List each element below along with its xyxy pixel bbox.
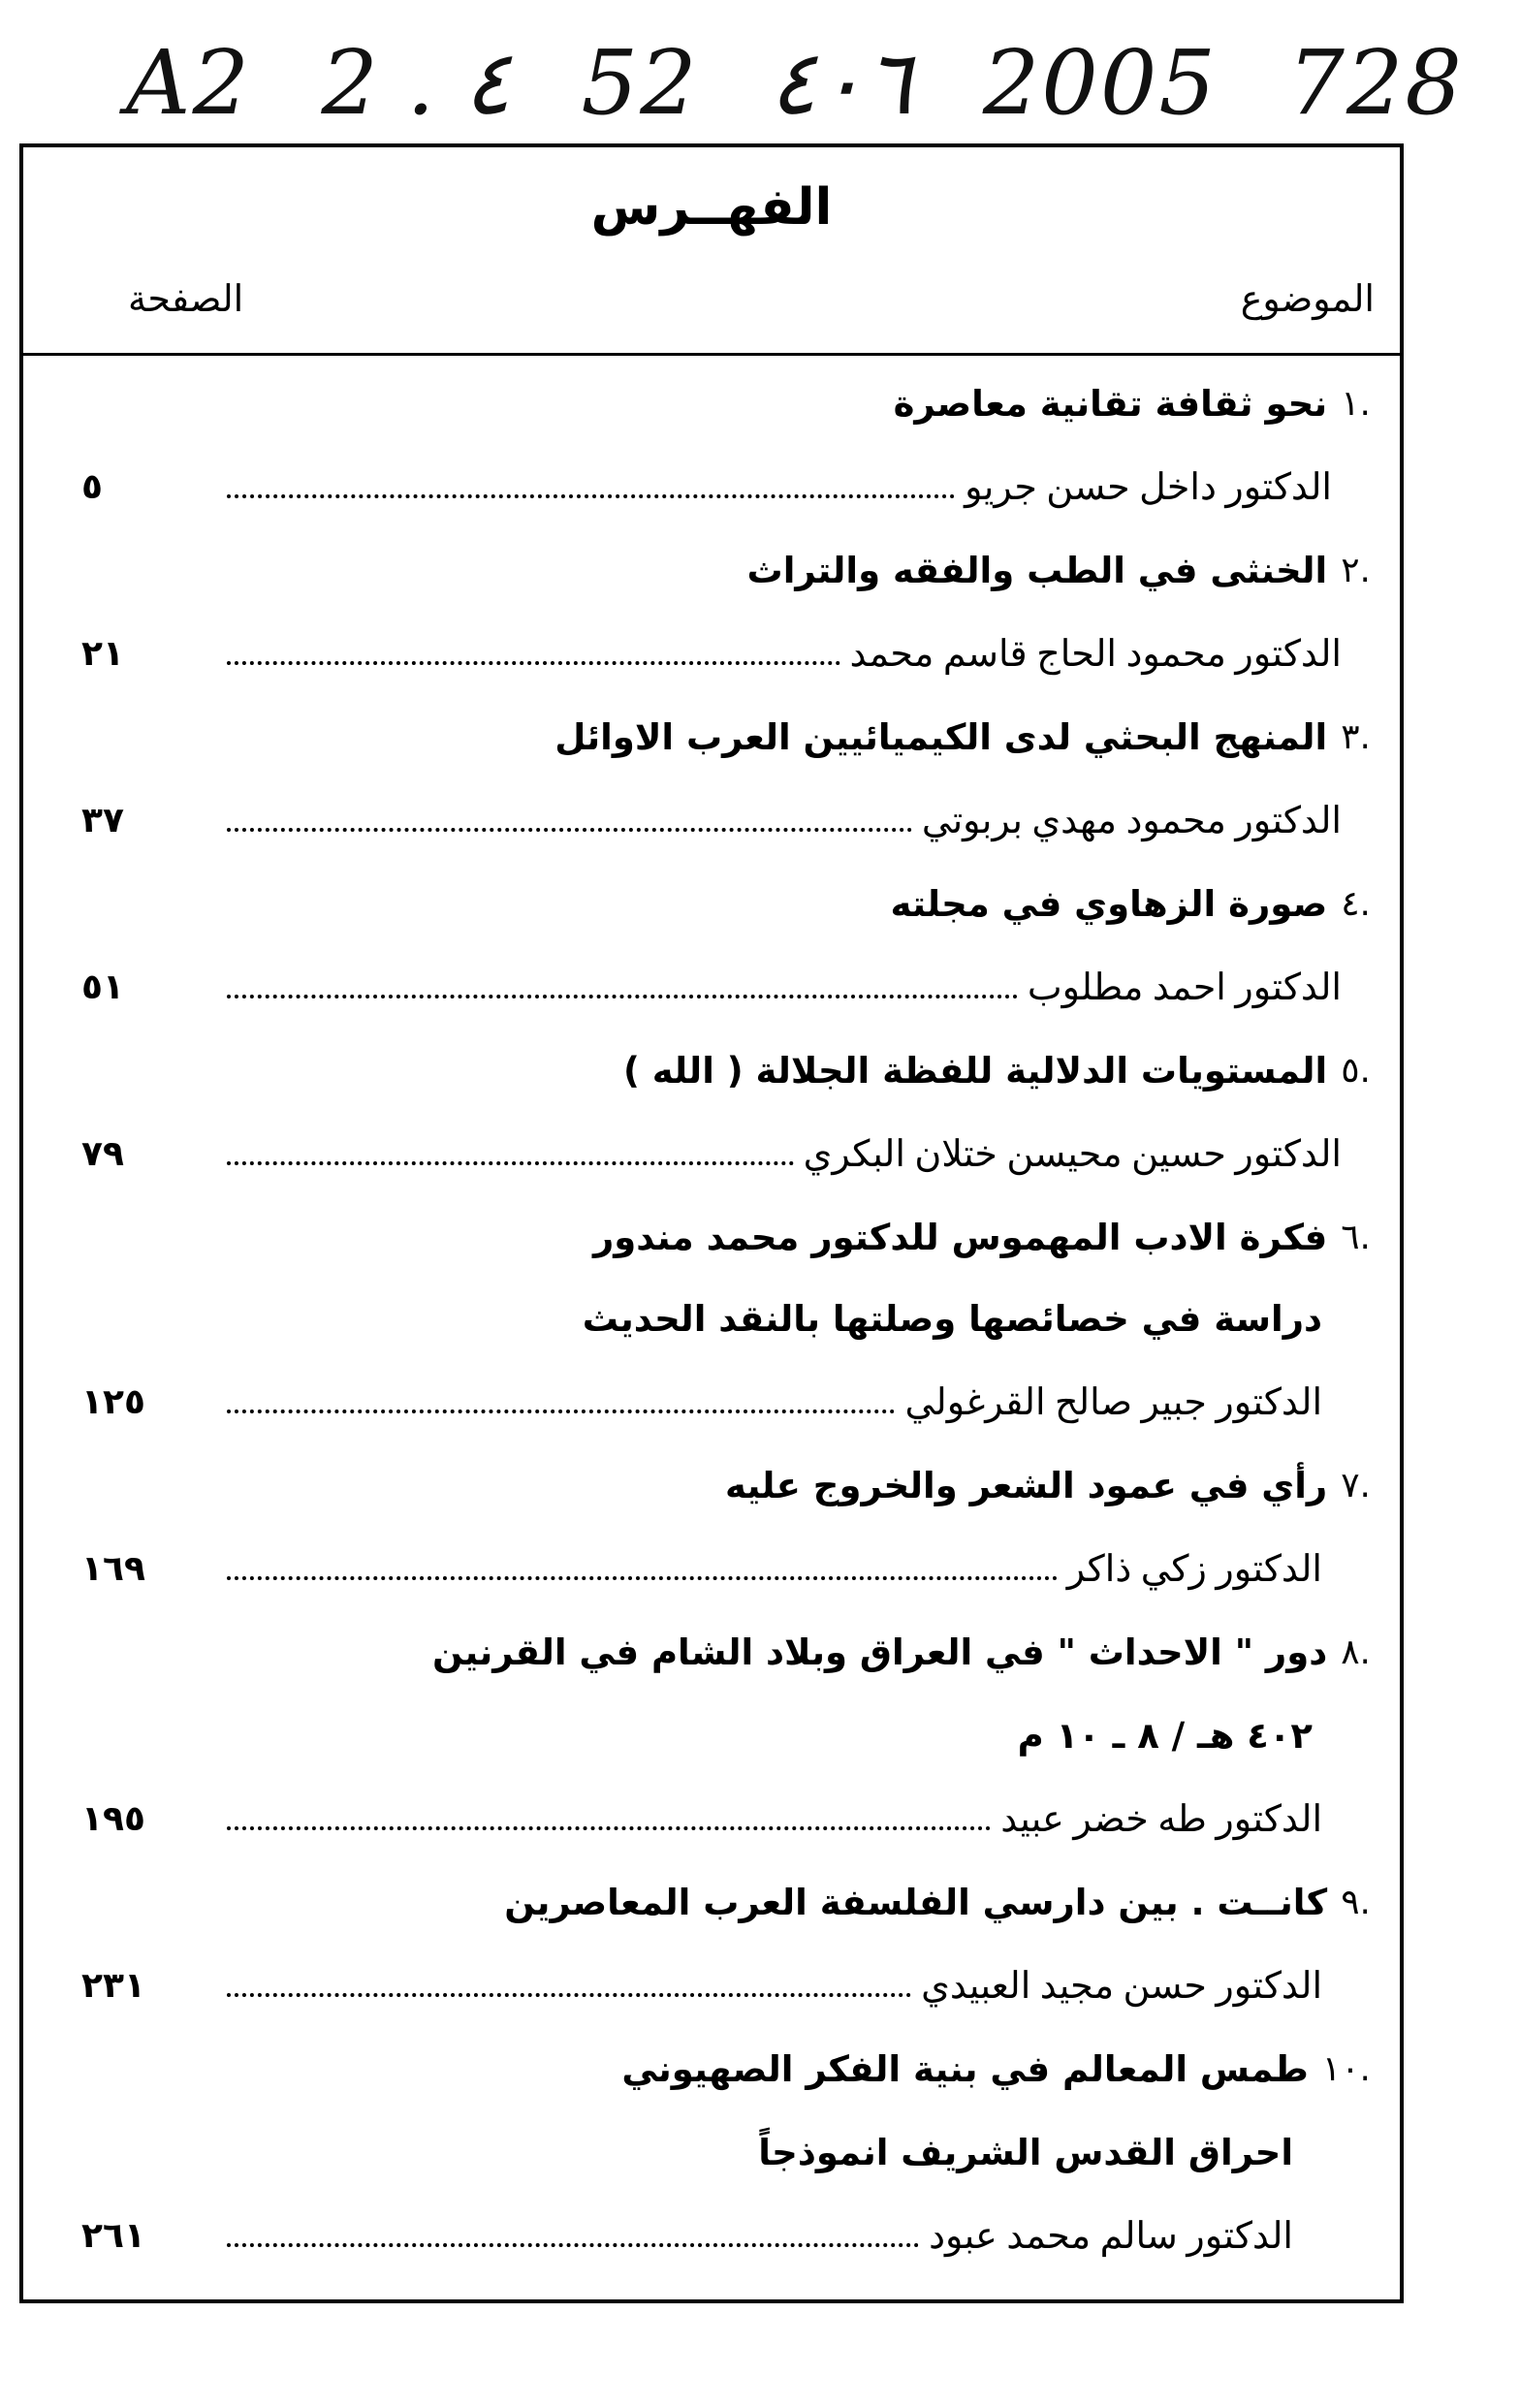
entry-page: ٢٦١ xyxy=(81,2215,145,2256)
entry-subtitle: ٤٠٢ هـ / ٨ ـ ١٠ م xyxy=(1017,1714,1313,1757)
toc-header xyxy=(23,147,1400,356)
entry-title-line xyxy=(81,364,1371,442)
entry-page: ٥١ xyxy=(81,966,124,1007)
entry-title-line xyxy=(81,1198,1371,1276)
entry-author: الدكتور احمد مطلوب xyxy=(1027,966,1342,1008)
handwritten-note xyxy=(126,19,1464,145)
entry-author-line xyxy=(81,1947,1371,2024)
entry-number: ١. xyxy=(1341,383,1371,424)
handwritten-note-part: 728 xyxy=(1287,30,1464,135)
entry-title-line xyxy=(81,1446,1371,1524)
leader-dots xyxy=(227,642,840,665)
entry-title: فكرة الادب المهموس للدكتور محمد مندور xyxy=(593,1216,1328,1258)
entry-number: ٦. xyxy=(1341,1217,1371,1257)
page-column-header: الصفحة xyxy=(128,279,244,320)
entry-author: الدكتور حسن مجيد العبيدي xyxy=(921,1965,1322,2007)
entry-author: الدكتور محمود الحاج قاسم محمد xyxy=(849,633,1342,675)
entry-title-line xyxy=(81,1031,1371,1109)
entry-subtitle-line xyxy=(81,1280,1371,1357)
entry-page: ١٩٥ xyxy=(81,1798,145,1839)
leader-dots xyxy=(227,1390,895,1413)
entry-author: الدكتور داخل حسن جريو xyxy=(965,466,1332,508)
entry-author: الدكتور محمود مهدي بربوتي xyxy=(921,800,1342,841)
entry-title: المنهج البحثي لدى الكيميائيين العرب الاوائل xyxy=(554,715,1328,758)
entry-title: دور " الاحداث " في العراق وبلاد الشام في القرنين xyxy=(432,1631,1328,1673)
entry-number: ٢. xyxy=(1341,550,1371,590)
leader-dots xyxy=(227,475,955,498)
entry-author: الدكتور حسين محيسن ختلان البكري xyxy=(803,1133,1342,1175)
entry-author: الدكتور طه خضر عبيد xyxy=(1000,1798,1322,1840)
entry-page: ٧٩ xyxy=(81,1133,124,1174)
entry-author: الدكتور زكي ذاكر xyxy=(1066,1548,1322,1590)
entry-subtitle-line xyxy=(81,1696,1371,1774)
entry-subtitle: احراق القدس الشريف انموذجاً xyxy=(758,2131,1293,2173)
entry-author-line xyxy=(81,1363,1371,1441)
entry-author-line xyxy=(81,1530,1371,1607)
entry-title: الخنثى في الطب والفقه والتراث xyxy=(746,549,1328,591)
leader-dots xyxy=(227,1974,911,1997)
entry-number: ٧. xyxy=(1341,1465,1371,1505)
entry-title-line xyxy=(81,531,1371,609)
handwritten-note-part: A2 xyxy=(126,30,251,135)
handwritten-note-part: 52 xyxy=(581,30,699,135)
entry-title-line xyxy=(81,698,1371,776)
entry-title: رأي في عمود الشعر والخروج عليه xyxy=(725,1464,1328,1506)
entry-number: ١٠. xyxy=(1321,2048,1371,2089)
topic-column-header: الموضوع xyxy=(1240,279,1375,320)
leader-dots xyxy=(227,975,1018,998)
entry-author-line xyxy=(81,448,1371,525)
handwritten-note-part: 2005 xyxy=(982,30,1218,135)
entry-title: طمس المعالم في بنية الفكر الصهيوني xyxy=(621,2047,1309,2090)
entry-author: الدكتور سالم محمد عبود xyxy=(929,2215,1293,2257)
leader-dots xyxy=(227,1142,794,1165)
entry-page: ٥ xyxy=(81,466,103,507)
entry-subtitle-line xyxy=(81,2113,1371,2191)
entry-title: المستويات الدلالية للفظة الجلالة ( الله ) xyxy=(622,1049,1328,1092)
entry-number: ٨. xyxy=(1341,1632,1371,1672)
entry-subtitle: دراسة في خصائصها وصلتها بالنقد الحديث xyxy=(582,1297,1322,1340)
entry-author-line xyxy=(81,2197,1371,2274)
entry-author-line xyxy=(81,615,1371,692)
entry-title-line xyxy=(81,865,1371,942)
entry-number: ٥. xyxy=(1341,1050,1371,1091)
entry-page: ١٦٩ xyxy=(81,1548,145,1589)
entry-page: ٢١ xyxy=(81,633,124,674)
leader-dots xyxy=(227,1807,991,1830)
leader-dots xyxy=(227,808,912,832)
entry-author-line xyxy=(81,1780,1371,1857)
table-of-contents xyxy=(19,143,1404,2303)
entry-number: ٤. xyxy=(1341,883,1371,924)
entry-page: ٢٣١ xyxy=(81,1965,145,2006)
entry-author: الدكتور جبير صالح القرغولي xyxy=(904,1381,1322,1423)
entry-title: نحو ثقافة تقانية معاصرة xyxy=(893,382,1328,425)
entry-page: ١٢٥ xyxy=(81,1381,145,1422)
entry-title: كانــت . بين دارسي الفلسفة العرب المعاصرين xyxy=(504,1881,1328,1923)
leader-dots xyxy=(227,1557,1058,1580)
entry-author-line xyxy=(81,781,1371,859)
entry-number: ٣. xyxy=(1341,716,1371,757)
entry-author-line xyxy=(81,948,1371,1026)
handwritten-note-part: 2 . ٤ xyxy=(321,30,512,135)
entry-page: ٣٧ xyxy=(81,800,124,840)
leader-dots xyxy=(227,2224,919,2247)
entry-author-line xyxy=(81,1115,1371,1192)
entry-number: ٩. xyxy=(1341,1882,1371,1922)
entry-title: صورة الزهاوي في مجلته xyxy=(890,882,1328,925)
handwritten-note-part: ٤٠٦ xyxy=(769,30,913,135)
entry-title-line xyxy=(81,2030,1371,2107)
page-title: الفهــرس xyxy=(590,178,833,237)
entry-title-line xyxy=(81,1613,1371,1691)
entry-title-line xyxy=(81,1863,1371,1941)
